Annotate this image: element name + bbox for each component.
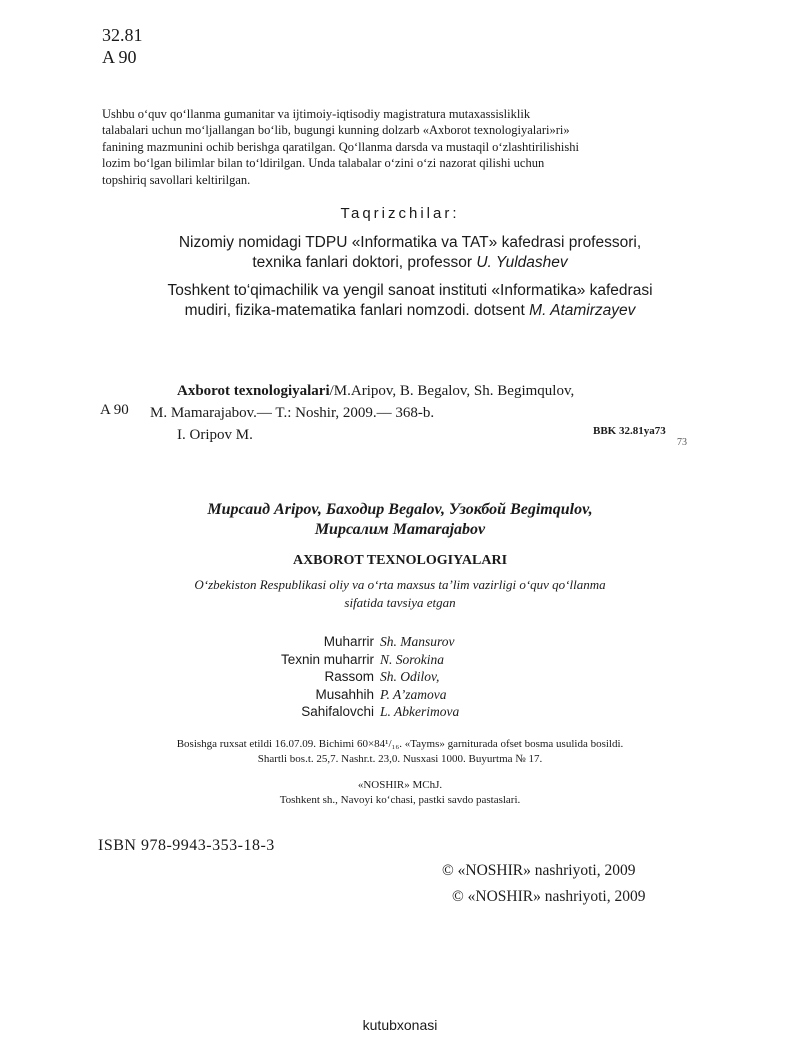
annotation <box>102 106 698 188</box>
annotation-line: Ushbu o‘quv qo‘llanma gumanitar va ijtimoiy-iqtisodiy magistratura mutaxassisliklik <box>102 107 531 121</box>
reviewer-affiliation: Toshkent to‘qimachilik va yengil sanoat instituti «Informatika» kafedrasi <box>167 282 653 299</box>
bbk-code: BBK 32.81ya73 <box>593 425 666 437</box>
approval-line: sifatida tavsiya etgan <box>344 595 456 610</box>
udk-index <box>102 24 143 68</box>
copyright-bleedthrough <box>452 888 697 911</box>
publisher-info <box>0 778 800 808</box>
staff-role: Rassom <box>324 669 374 684</box>
annotation-line: topshiriq savollari keltirilgan. <box>102 172 251 187</box>
catalog-title: Axborot texnologiyalari <box>177 383 330 399</box>
reviewer-affiliation: Nizomiy nomidagi TDPU «Informatika va TAT» kafedrasi professori, <box>178 234 642 251</box>
catalog-line <box>150 380 574 402</box>
staff-name: N. Sorokina <box>380 651 444 667</box>
reviewer-title-line <box>90 253 730 273</box>
staff-row <box>0 651 800 669</box>
footer-watermark: kutubxonasi <box>362 1017 438 1033</box>
bbk-sub: 73 <box>677 437 687 448</box>
approval-line: O‘zbekiston Respublikasi oliy va o‘rta maxsus ta’lim vazirligi o‘quv qo‘llanma <box>194 577 606 592</box>
reviewer-name: U. Yuldashev <box>476 254 568 271</box>
isbn: ISBN 978-9943-353-18-3 <box>98 837 275 854</box>
catalog-line: I. Oripov M. <box>177 427 253 443</box>
copyright: © «NOSHIR» nashriyoti, 2009 <box>442 862 636 879</box>
staff-role: Musahhih <box>315 686 374 702</box>
catalog-card <box>150 380 574 446</box>
catalog-authors: /M.Aripov, B. Begalov, Sh. Begimqulov, <box>329 383 575 399</box>
reviewers-heading: Taqrizchilar: <box>340 205 460 222</box>
authors-line: Мирсаид Aripov, Баходир Begalov, Узокбой Begimqulov, <box>207 501 593 518</box>
reviewer-degree: texnika fanlari doktori, professor <box>252 254 477 271</box>
staff-row <box>0 633 800 651</box>
staff-role: Sahifalovchi <box>301 704 374 719</box>
annotation-line: lozim bo‘lgan bilimlar bilan to‘ldirilgan. Unda talabalar o‘zini o‘zi nazorat qilishi uchun <box>102 156 545 171</box>
publisher-name: «NOSHIR» MChJ. <box>357 779 443 791</box>
print-line: Bosishga ruxsat etildi 16.07.09. Bichimi 60×84¹/₁₆. «Tayms» garniturada ofset bosma usulida bosildi. <box>176 738 624 750</box>
staff-name: L. Abkerimova <box>380 704 460 719</box>
staff-row <box>0 686 800 704</box>
reviewer-2 <box>90 281 730 321</box>
publisher-address: Toshkent sh., Navoyi ko‘chasi, pastki savdo pastaslari. <box>279 794 521 806</box>
approval-note <box>140 576 660 612</box>
staff-row <box>0 703 800 721</box>
staff-role: Texnin muharrir <box>280 651 374 667</box>
staff-name: Sh. Odilov, <box>380 669 440 684</box>
editorial-staff <box>0 633 800 721</box>
reviewer-1 <box>90 233 730 273</box>
print-details <box>0 737 800 767</box>
staff-role: Muharrir <box>323 634 374 649</box>
book-title: AXBOROT TEXNOLOGIYALARI <box>292 553 508 568</box>
annotation-line: talabalari uchun mo‘ljallangan bo‘lib, bugungi kunning dolzarb «Axborot texnologiyalari»ri» <box>102 123 570 138</box>
reviewer-degree: mudiri, fizika-matematika fanlari nomzodi. dotsent <box>184 302 530 319</box>
reviewer-name: M. Atamirzayev <box>529 302 636 319</box>
staff-name: Sh. Mansurov <box>380 634 455 649</box>
staff-name: P. A’zamova <box>380 686 447 702</box>
authors-line: Мирсалим Mamarajabov <box>314 521 486 538</box>
annotation-line: fanining mazmunini ochib berishga qaratilgan. Qo‘llanma darsda va mustaqil o‘zlashtirilishishi <box>102 139 579 154</box>
copyright-ghost-text: © «NOSHIR» nashriyoti, 2009 <box>452 888 646 905</box>
author-sign: A 90 <box>102 47 137 67</box>
print-line: Shartli bos.t. 25,7. Nashr.t. 23,0. Nusxasi 1000. Buyurtma № 17. <box>257 753 543 765</box>
catalog-code: A 90 <box>100 402 129 418</box>
catalog-line: M. Mamarajabov.— T.: Noshir, 2009.— 368-b. <box>150 405 435 421</box>
authors <box>0 500 800 540</box>
staff-row <box>0 668 800 686</box>
udk-code: 32.81 <box>102 25 143 45</box>
reviewer-title-line <box>90 301 730 321</box>
